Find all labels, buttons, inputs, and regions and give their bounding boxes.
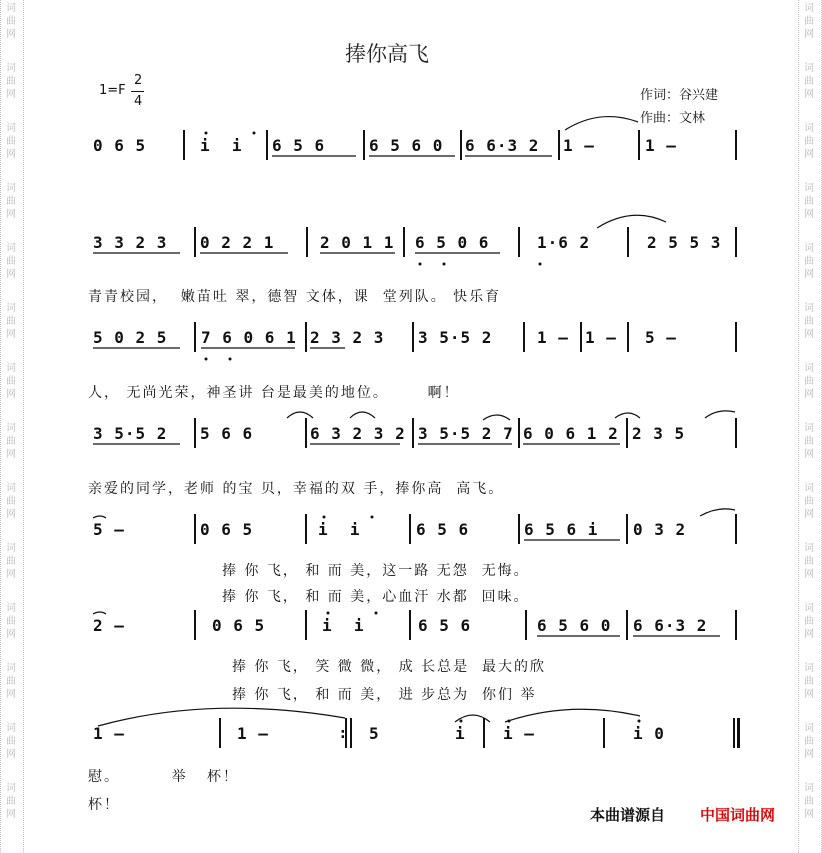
song-title: 捧你高飞 bbox=[345, 42, 429, 66]
measure-note: 7 6 0 6 1 bbox=[201, 328, 297, 347]
measure-note: 1 – bbox=[93, 724, 125, 743]
watermark-glyphs: 词 曲 网 bbox=[804, 303, 814, 340]
watermark-glyphs: 词 曲 网 bbox=[804, 3, 814, 40]
slur bbox=[615, 413, 640, 418]
measure-note: 1 – bbox=[237, 724, 269, 743]
lyricist-credit: 作词：谷兴建 bbox=[640, 88, 719, 103]
watermark-glyphs: 词 曲 网 bbox=[6, 543, 16, 580]
slur bbox=[597, 215, 666, 228]
slur bbox=[350, 412, 375, 418]
octave-dot bbox=[508, 720, 511, 723]
slur bbox=[93, 516, 106, 518]
octave-dot bbox=[638, 720, 641, 723]
watermark-glyphs: 词 曲 网 bbox=[804, 423, 814, 460]
slur bbox=[93, 612, 106, 614]
lyric-line: 杯！ bbox=[88, 797, 120, 813]
octave-dot bbox=[371, 516, 374, 519]
watermark-glyphs: 词 曲 网 bbox=[804, 783, 814, 820]
lyric-line: 慰。 举 杯！ bbox=[88, 769, 239, 785]
measure-note: 0 6 5 bbox=[200, 520, 254, 539]
watermark-glyphs: 词 曲 网 bbox=[6, 603, 16, 640]
watermark-glyphs: 词 曲 网 bbox=[6, 663, 16, 700]
measure-note: 6 6·3 2 bbox=[633, 616, 708, 635]
measure-note: 3 5·5 2 bbox=[93, 424, 168, 443]
watermark-glyphs: 词 曲 网 bbox=[804, 603, 814, 640]
measure-note: 3 3 2 3 bbox=[93, 233, 168, 252]
slur bbox=[505, 709, 640, 722]
measure-note: i – bbox=[503, 724, 535, 743]
watermark-glyphs: 词 曲 网 bbox=[804, 243, 814, 280]
measure-note: 5 – bbox=[645, 328, 677, 347]
watermark-glyphs: 词 曲 网 bbox=[6, 423, 16, 460]
lyric-line: 亲爱的同学，老师 的宝 贝，幸福的双 手，捧你高 高飞。 bbox=[88, 481, 505, 497]
measure-note: 1·6 2 bbox=[537, 233, 591, 252]
slur bbox=[565, 117, 638, 130]
lyric-line: 捧 你 飞， 笑 微 微， 成 长总是 最大的欣 bbox=[232, 659, 547, 675]
time-signature-bottom: 4 bbox=[134, 94, 143, 109]
measure-note: 6 6·3 2 bbox=[465, 136, 540, 155]
measure-note: 0 6 5 bbox=[212, 616, 266, 635]
octave-dot bbox=[375, 612, 378, 615]
slur bbox=[700, 509, 735, 516]
source-site-link[interactable]: 中国词曲网 bbox=[700, 806, 776, 824]
slur bbox=[483, 415, 510, 420]
octave-dot bbox=[327, 612, 330, 615]
measure-note: 0 3 2 bbox=[633, 520, 687, 539]
octave-dot bbox=[539, 263, 542, 266]
watermark-glyphs: 词 曲 网 bbox=[804, 363, 814, 400]
measure-note: 6 3 2 3 2 bbox=[310, 424, 406, 443]
measure-note: 6 5 6 i bbox=[524, 520, 599, 539]
measure-note: 0 2 2 1 bbox=[200, 233, 275, 252]
lyric-line: 捧 你 飞， 和 而 美，这一路 无怨 无悔。 bbox=[222, 563, 530, 579]
source-label: 本曲谱源自 bbox=[590, 806, 666, 824]
measure-note: 6 5 6 bbox=[418, 616, 472, 635]
measure-note: 1 – bbox=[563, 136, 595, 155]
lyric-line: 人， 无尚光荣，神圣讲 台是最美的地位。 啊！ bbox=[88, 385, 460, 401]
watermark-glyphs: 词 曲 网 bbox=[6, 303, 16, 340]
octave-dot bbox=[323, 516, 326, 519]
slur bbox=[287, 412, 313, 418]
measure-note: 2 5 5 3 bbox=[647, 233, 722, 252]
watermark-glyphs: 词 曲 网 bbox=[6, 483, 16, 520]
watermark-glyphs: 词 曲 网 bbox=[804, 123, 814, 160]
measure-note: 2 – bbox=[93, 616, 125, 635]
measure-note: i i bbox=[322, 616, 365, 635]
measure-note: 6 5 0 6 bbox=[415, 233, 490, 252]
measure-note: 1 – bbox=[585, 328, 617, 347]
watermark-glyphs: 词 曲 网 bbox=[6, 243, 16, 280]
watermark-glyphs: 词 曲 网 bbox=[804, 723, 814, 760]
measure-note: 0 6 5 bbox=[93, 136, 147, 155]
watermark-glyphs: 词 曲 网 bbox=[804, 543, 814, 580]
repeat-dots: : bbox=[340, 726, 346, 742]
measure-note: i i bbox=[200, 136, 243, 155]
measure-note: 5 bbox=[369, 724, 380, 743]
slur bbox=[705, 411, 735, 418]
lyric-line: 捧 你 飞， 和 而 美，心血汗 水都 回味。 bbox=[222, 589, 530, 605]
measure-note: i i bbox=[318, 520, 361, 539]
key-signature: 1=F bbox=[99, 83, 126, 98]
measure-note: i 0 bbox=[633, 724, 665, 743]
watermark-glyphs: 词 曲 网 bbox=[6, 783, 16, 820]
measure-note: 6 0 6 1 2 bbox=[523, 424, 619, 443]
measure-note: 6 5 6 0 bbox=[369, 136, 444, 155]
octave-dot bbox=[205, 132, 208, 135]
measure-note: 5 0 2 5 bbox=[93, 328, 168, 347]
watermark-glyphs: 词 曲 网 bbox=[804, 183, 814, 220]
octave-dot bbox=[229, 358, 232, 361]
watermark-glyphs: 词 曲 网 bbox=[6, 723, 16, 760]
slur bbox=[98, 708, 345, 726]
watermark-glyphs: 词 曲 网 bbox=[804, 663, 814, 700]
watermark-glyphs: 词 曲 网 bbox=[804, 483, 814, 520]
octave-dot bbox=[253, 132, 256, 135]
watermark-glyphs: 词 曲 网 bbox=[6, 3, 16, 40]
measure-note: 5 6 6 bbox=[200, 424, 254, 443]
watermark-glyphs: 词 曲 网 bbox=[6, 63, 16, 100]
measure-note: 3 5·5 2 7 bbox=[418, 424, 514, 443]
measure-note: 6 5 6 bbox=[416, 520, 470, 539]
octave-dot bbox=[205, 358, 208, 361]
measure-note: 5 – bbox=[93, 520, 125, 539]
measure-note: 2 3 5 bbox=[632, 424, 686, 443]
composer-credit: 作曲：文林 bbox=[640, 111, 706, 126]
octave-dot bbox=[443, 263, 446, 266]
measure-note: 3 5·5 2 bbox=[418, 328, 493, 347]
measure-note: 2 0 1 1 bbox=[320, 233, 395, 252]
lyric-line: 青青校园， 嫩苗吐 翠，德智 文体，课 堂列队。 快乐育 bbox=[88, 289, 502, 305]
time-signature-top: 2 bbox=[134, 73, 143, 88]
measure-note: 1 – bbox=[645, 136, 677, 155]
watermark-glyphs: 词 曲 网 bbox=[6, 363, 16, 400]
lyric-line: 捧 你 飞， 和 而 美， 进 步总为 你们 举 bbox=[232, 687, 537, 703]
measure-note: i bbox=[455, 724, 466, 743]
measure-note: 6 5 6 0 bbox=[537, 616, 612, 635]
octave-dot bbox=[419, 263, 422, 266]
measure-note: 1 – bbox=[537, 328, 569, 347]
measure-note: 6 5 6 bbox=[272, 136, 326, 155]
watermark-glyphs: 词 曲 网 bbox=[804, 63, 814, 100]
watermark-glyphs: 词 曲 网 bbox=[6, 123, 16, 160]
watermark-glyphs: 词 曲 网 bbox=[6, 183, 16, 220]
measure-note: 2 3 2 3 bbox=[310, 328, 385, 347]
octave-dot bbox=[460, 720, 463, 723]
